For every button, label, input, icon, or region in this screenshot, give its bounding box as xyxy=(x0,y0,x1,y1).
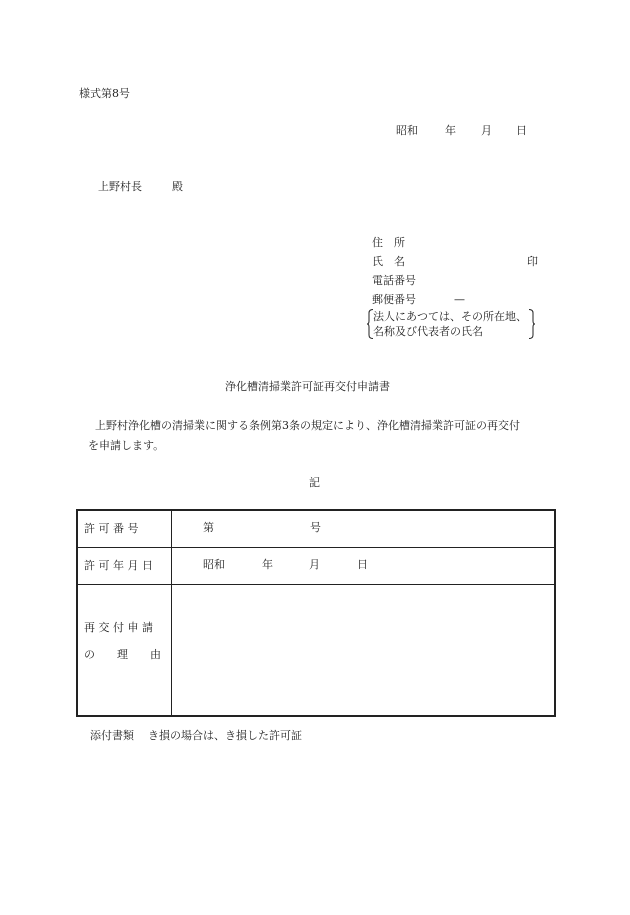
permit-date-era: 昭和 xyxy=(203,557,225,571)
permit-number-cell[interactable] xyxy=(172,510,556,547)
permit-number-label: 許 可 番 号 xyxy=(77,510,172,547)
permit-date-month: 月 xyxy=(309,557,320,571)
address-label: 住 所 xyxy=(372,236,405,249)
permit-number-suffix: 号 xyxy=(310,520,321,534)
table-row-permit-date xyxy=(77,547,555,584)
postal-label: 郵便番号 xyxy=(372,293,416,306)
form-number: 様式第8号 xyxy=(79,87,130,100)
permit-date-label: 許 可 年 月 日 xyxy=(77,547,172,584)
date-day: 日 xyxy=(516,124,527,137)
reason-label-line1: 再 交 付 申 請 xyxy=(84,620,153,634)
table-row-reason xyxy=(77,584,555,716)
corporate-note-line1: 法人にあつては、その所在地、 xyxy=(373,310,527,323)
ki-heading: 記 xyxy=(309,476,320,489)
date-year: 年 xyxy=(445,124,456,137)
permit-date-day: 日 xyxy=(357,557,368,571)
reason-label-line2: の 理 由 xyxy=(84,648,161,662)
application-table xyxy=(76,509,556,717)
permit-date-cell[interactable] xyxy=(172,547,556,584)
reason-label xyxy=(77,584,172,716)
document-title: 浄化槽清掃業許可証再交付申請書 xyxy=(225,380,390,393)
phone-label: 電話番号 xyxy=(372,274,416,287)
body-line-1: 上野村浄化槽の清掃業に関する条例第3条の規定により、浄化槽清掃業許可証の再交付 xyxy=(95,419,520,432)
postal-dash: — xyxy=(454,293,465,306)
table-row-permit-number xyxy=(77,510,555,547)
permit-date-year: 年 xyxy=(262,557,273,571)
reason-cell[interactable] xyxy=(172,584,556,716)
name-label: 氏 名 xyxy=(372,255,405,268)
body-text xyxy=(80,416,556,456)
date-era: 昭和 xyxy=(396,124,418,137)
addressee-honorific: 殿 xyxy=(172,180,183,193)
corporate-note-line2: 名称及び代表者の氏名 xyxy=(373,325,483,338)
right-bracket-icon xyxy=(527,309,535,339)
attachment-label: 添付書類 xyxy=(90,729,134,742)
permit-number-prefix: 第 xyxy=(203,520,214,534)
addressee-name: 上野村長 xyxy=(98,180,142,193)
corporate-note xyxy=(367,309,535,339)
body-line-2: を申請します。 xyxy=(88,439,165,452)
date-month: 月 xyxy=(481,124,492,137)
seal-mark: 印 xyxy=(527,255,538,268)
attachment-text: き損の場合は、き損した許可証 xyxy=(148,729,302,742)
